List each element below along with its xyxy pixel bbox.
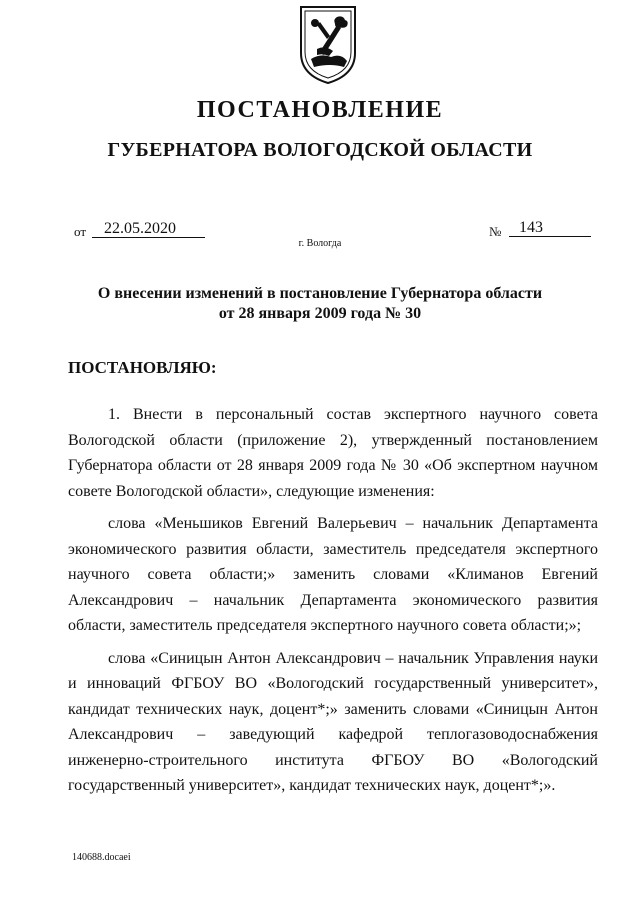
document-code: 140688.docaei (72, 852, 131, 863)
number-label: № (489, 224, 502, 239)
subject-line-2: от 28 января 2009 года № 30 (218, 305, 422, 322)
city-label: г. Вологда (298, 238, 342, 249)
document-issuer: ГУБЕРНАТОРА ВОЛОГОДСКОЙ ОБЛАСТИ (107, 139, 533, 161)
document-subject (0, 284, 640, 324)
document-title: ПОСТАНОВЛЕНИЕ (196, 97, 444, 123)
subject-line-1: О внесении изменений в постановление Губернатора области (97, 285, 543, 302)
document-number: 143 (509, 219, 591, 237)
paragraph: слова «Синицын Антон Александрович – начальник Управления науки и инноваций ФГБОУ ВО «Вологодский государственный университет», кандидат технических наук, доцент*;» заменить словами «Синицын Антон Александрович – заведующий кафедрой теплогазоводоснабжения инженерно-строительного института ФГБОУ ВО «Вологодский государственный университет», кандидат технических наук, доцент*;». (68, 649, 598, 794)
date-label: от (74, 224, 87, 239)
decree-heading: ПОСТАНОВЛЯЮ: (68, 358, 217, 377)
document-date: 22.05.2020 (92, 220, 205, 238)
document-body (68, 402, 598, 806)
paragraph: слова «Меньшиков Евгений Валерьевич – начальник Департамента экономического развития области, заместитель председателя экспертного научного совета области;» заменить словами «Климанов Евгений Александрович – начальник Департамента экономического развития области, заместитель председателя экспертного научного совета области;»; (68, 515, 598, 634)
vologda-coat-of-arms-icon (297, 3, 359, 85)
paragraph: 1. Внести в персональный состав экспертного научного совета Вологодской области (приложение 2), утвержденный постановлением Губернатора области от 28 января 2009 года № 30 «Об экспертном научном совете Вологодской области», следующие изменения: (68, 406, 598, 500)
